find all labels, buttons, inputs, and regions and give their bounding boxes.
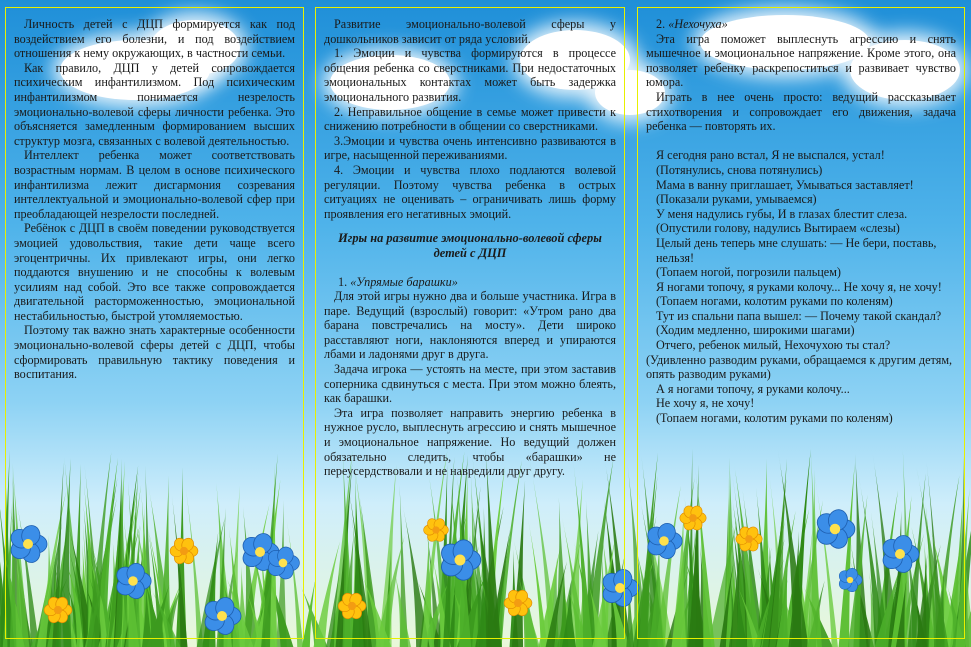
paragraph: Интеллект ребенка может соответствовать возрастным нормам. В целом в основе психического инфантилизма лежит дисгармония созревания интеллектуальной и эмоционально-волевой сфер при преобладающей незрелости последней. (14, 148, 295, 221)
paragraph: Играть в нее очень просто: ведущий рассказывает стихотворения и сопровождает его движения, задача ребенка — повторять их. (646, 89, 956, 134)
paragraph: Эта игра поможет выплеснуть агрессию и снять мышечное и эмоциональное напряжение. Кроме этого, она позволяет ребенку раскрепоститься и развивает чувство юмора. (646, 31, 956, 90)
poem-line: (Топаем ногами, колотим руками по коленям) (656, 411, 893, 426)
poem (646, 148, 956, 425)
poem-line: У меня надулись губы, И в глазах блестит слеза. (656, 206, 908, 221)
condition-item: 3.Эмоции и чувства очень интенсивно развиваются в игре, насыщенной переживаниями. (324, 133, 616, 163)
poem-line: Я сегодня рано встал, Я не выспался, устал! (656, 148, 885, 163)
poem-line: (Потянулись, снова потянулись) (656, 162, 823, 177)
paragraph: Эта игра позволяет направить энергию ребенка в нужное русло, выплеснуть агрессию и снять мышечное и эмоциональное напряжение. Но ведущий должен обязательно следить, чтобы «барашки» не переусердствовали и не навредили друг другу. (324, 405, 616, 479)
paragraph: Ребёнок с ДЦП в своём поведении руководствуется эмоцией удовольствия, такие дети чаще всего эгоцентричны. Их привлекают игры, они легко поддаются внушению и не способны к волевым усилиям над собой. Это все также сопровождается двигательной расторможенностью, эмоциональной нестабильностью, быстрой утомляемостью. (14, 221, 295, 323)
condition-item: 4. Эмоции и чувства плохо подлаются волевой регуляции. Поэтому чувства ребенка в острых ситуациях не оценивать – ограничивать лишь форму проявления его негативных эмоций. (324, 162, 616, 221)
poem-line: Не хочу я, не хочу! (656, 396, 755, 411)
game-title (324, 275, 616, 290)
poem-line: А я ногами топочу, я руками колочу... (656, 381, 850, 396)
paragraph: Как правило, ДЦП у детей сопровождается психическим инфантилизмом. Под психическим инфантилизмом понимается незрелость эмоционально-волевой сферы личности ребенка. Это объясняется замедленным формированием высших структур мозга, связанных с волевой деятельностью. (14, 60, 295, 148)
game-name: «Нехочуха» (668, 17, 728, 31)
paragraph: Личность детей с ДЦП формируется как под воздействием его болезни, и под воздействием отношения к нему окружающих, в частности семьи. (14, 17, 295, 61)
intro-paragraph: Развитие эмоционально-волевой сферы у дошкольников зависит от ряда условий. (324, 17, 616, 46)
game-number: 1. (338, 274, 348, 289)
poem-line: Я ногами топочу, я руками колочу... Не хочу я, не хочу! (656, 279, 942, 294)
paragraph: Задача игрока — устоять на месте, при этом заставив соперника сдвинуться с места. При этом можно блеять, как барашки. (324, 362, 616, 406)
section-heading: Игры на развитие эмоционально-волевой сферы детей с ДЦП (338, 231, 602, 260)
poem-line: (Топаем ногой, погрозили пальцем) (656, 265, 841, 280)
poem-line: (Показали руками, умываемся) (656, 192, 817, 207)
condition-item: 1. Эмоции и чувства формируются в процессе общения ребенка со сверстниками. При недостаточных эмоциональных контактах может быть задержка эмоционального развития. (324, 46, 616, 104)
game-title (646, 17, 956, 32)
poem-line: Целый день теперь мне слушать: — Не бери, поставь, нельзя! (656, 235, 937, 265)
column-1-panel (5, 7, 304, 639)
poem-line: Мама в ванну приглашает, Умываться заставляет! (656, 177, 914, 192)
column-3-panel (637, 7, 965, 639)
poem-line: Тут из спальни папа вышел: — Почему такой скандал? (656, 308, 942, 323)
column-2-panel (315, 7, 625, 639)
condition-item: 2. Неправильное общение в семье может привести к снижению потребности в общении со сверстниками. (324, 104, 616, 134)
poem-line: (Ходим медленно, широкими шагами) (656, 323, 855, 338)
poem-line: (Удивленно разводим руками, обращаемся к другим детям, опять разводим руками) (646, 352, 953, 382)
game-number: 2. (656, 17, 666, 31)
poem-line: Отчего, ребенок милый, Нехочухою ты стал? (656, 338, 891, 353)
paragraph: Для этой игры нужно два и больше участника. Игра в паре. Ведущий (взрослый) говорит: «Утром рано два барана повстречались на мосту». Дети широко расставляют ноги, наклоняются вперед и упираются лбами и ладонями друг в друга. (324, 289, 616, 362)
paragraph: Поэтому так важно знать характерные особенности эмоционально-волевой сферы детей с ДЦП, чтобы сформировать правильную тактику поведения и воспитания. (14, 323, 295, 382)
poem-line: (Топаем ногами, колотим руками по коленям) (656, 294, 893, 309)
poem-line: (Опустили голову, надулись Вытираем «слезы) (656, 221, 900, 236)
game-name: «Упрямые барашки» (350, 274, 458, 289)
